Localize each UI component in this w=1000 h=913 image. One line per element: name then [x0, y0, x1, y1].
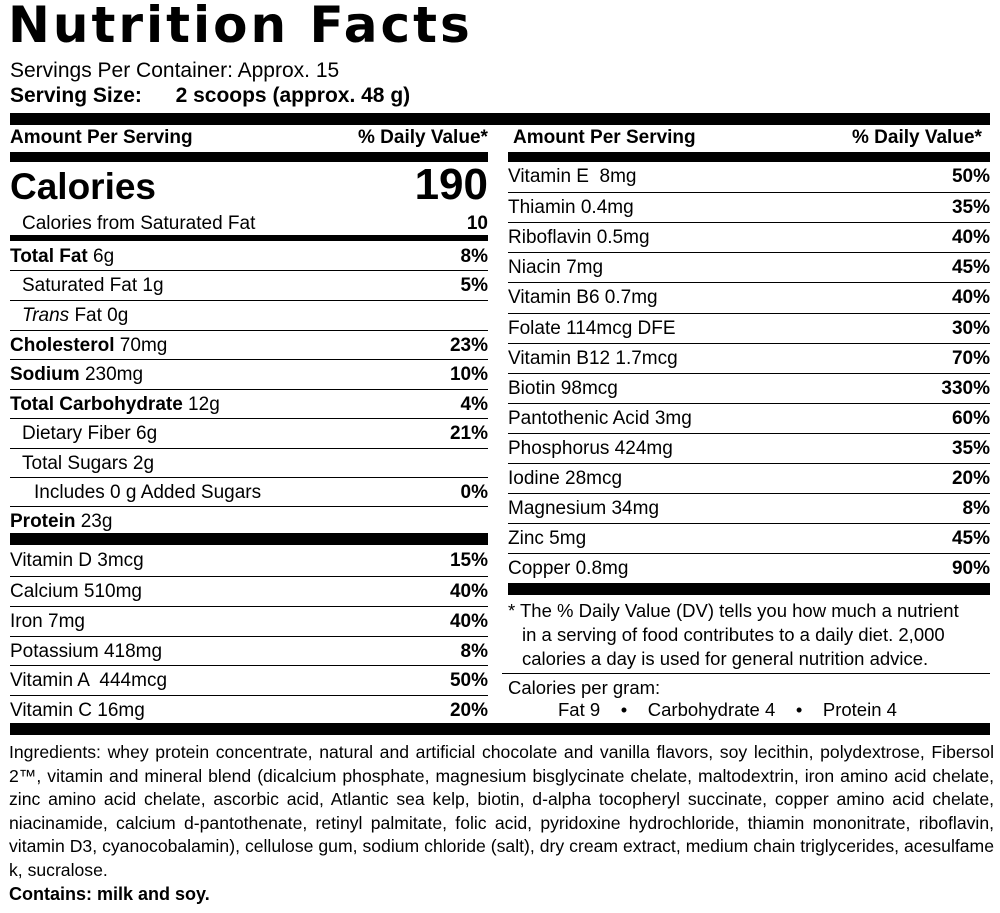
vitamin-daily-value: 50%	[951, 166, 990, 187]
daily-value-footnote-line-3: calories a day is used for general nutrition advice.	[522, 648, 929, 669]
serving-size-value: 2 scoops (approx. 48 g)	[175, 84, 411, 107]
vitamin-name: Phosphorus 424mg	[508, 437, 673, 459]
nutrient-name	[22, 419, 157, 448]
servings-per-container: Servings Per Container: Approx. 15	[10, 59, 340, 82]
nutrient-row	[10, 448, 488, 478]
allergen-statement: Contains: milk and soy.	[9, 884, 210, 904]
nutrient-name	[22, 271, 164, 300]
vitamin-row	[10, 695, 488, 725]
nutrient-label: Fat 0g	[69, 305, 129, 326]
left-daily-value-header: % Daily Value*	[358, 127, 488, 148]
vitamin-name: Vitamin C 16mg	[10, 700, 145, 721]
nutrient-label: Dietary Fiber 6g	[22, 423, 158, 444]
nutrient-row	[10, 477, 488, 507]
nutrient-label: Saturated Fat 1g	[22, 275, 164, 296]
calories-per-gram-label: Calories per gram:	[508, 677, 661, 698]
vitamin-row	[508, 252, 990, 282]
vitamin-row	[508, 162, 990, 191]
nutrient-name	[10, 331, 167, 360]
vitamin-name: Thiamin 0.4mg	[508, 197, 634, 219]
vitamin-name: Vitamin B6 0.7mg	[508, 287, 658, 309]
nutrient-row	[10, 418, 488, 448]
vitamin-row	[508, 192, 990, 222]
nutrient-row	[10, 330, 488, 360]
vitamin-daily-value: 40%	[951, 287, 990, 309]
vitamin-daily-value: 30%	[951, 317, 990, 339]
footnote-divider	[502, 673, 990, 674]
right-amount-header: Amount Per Serving	[513, 127, 696, 148]
vitamin-name: Calcium 510mg	[10, 581, 142, 602]
vitamin-name: Magnesium 34mg	[508, 498, 660, 520]
nutrient-name	[22, 301, 128, 330]
vitamin-name: Iron 7mg	[10, 611, 85, 632]
nutrient-label: Calories from Saturated Fat	[22, 213, 256, 234]
column-divider	[496, 113, 497, 114]
vitamin-row	[10, 665, 488, 695]
nutrient-row	[10, 242, 488, 271]
vitamin-daily-value: 15%	[449, 550, 488, 571]
nutrient-bold-name: Protein	[10, 511, 76, 532]
vitamin-daily-value: 70%	[951, 347, 990, 369]
serving-size	[10, 84, 410, 108]
nutrient-name	[22, 209, 255, 238]
vitamin-daily-value: 40%	[449, 581, 488, 602]
vitamin-daily-value: 20%	[951, 468, 990, 489]
calories-per-gram-values: Fat 9 • Carbohydrate 4 • Protein 4	[558, 699, 897, 720]
nutrient-name	[10, 360, 143, 389]
vitamin-daily-value: 8%	[962, 498, 990, 520]
vitamin-row	[508, 433, 990, 463]
nutrient-daily-value: 23%	[449, 335, 488, 356]
vitamin-row	[508, 282, 990, 312]
vitamin-name: Copper 0.8mg	[508, 558, 629, 580]
vitamin-row	[508, 553, 990, 583]
right-top-bar	[508, 152, 990, 162]
right-daily-value-header: % Daily Value*	[852, 127, 982, 148]
vitamin-name: Vitamin B12 1.7mcg	[508, 347, 678, 369]
calories-row	[10, 160, 488, 210]
left-amount-header: Amount Per Serving	[10, 127, 193, 148]
vitamin-daily-value: 45%	[951, 528, 990, 550]
vitamin-name: Biotin 98mcg	[508, 377, 618, 399]
nutrient-daily-value: 4%	[460, 394, 488, 415]
vitamin-name: Vitamin E 8mg	[508, 166, 637, 187]
vitamin-daily-value: 45%	[951, 257, 990, 279]
calories-value: 190	[414, 160, 488, 209]
vitamin-daily-value: 35%	[951, 437, 990, 459]
nutrient-row	[10, 389, 488, 419]
vitamin-name: Niacin 7mg	[508, 257, 604, 279]
vitamin-name: Vitamin D 3mcg	[10, 550, 144, 571]
vitamin-daily-value: 35%	[951, 197, 990, 219]
vitamin-row	[508, 493, 990, 523]
nutrient-amount: 12g	[182, 394, 220, 415]
daily-value-footnote-line-1: * The % Daily Value (DV) tells you how much a nutrient	[508, 600, 959, 621]
right-copper-bar	[508, 583, 990, 595]
nutrient-name	[34, 478, 261, 507]
vitamin-name: Zinc 5mg	[508, 528, 587, 550]
nutrient-row	[10, 270, 488, 300]
vitamin-row	[10, 636, 488, 666]
vitamin-row	[508, 313, 990, 343]
daily-value-footnote-line-2: in a serving of food contributes to a daily diet. 2,000	[522, 624, 945, 645]
vitamin-name: Pantothenic Acid 3mg	[508, 407, 692, 429]
nutrient-amount: 230mg	[79, 364, 144, 385]
nutrient-italic-prefix: Trans	[22, 305, 70, 326]
vitamin-name: Potassium 418mg	[10, 641, 163, 662]
vitamin-daily-value: 40%	[449, 611, 488, 632]
nutrient-row	[10, 506, 488, 536]
vitamin-daily-value: 20%	[449, 700, 488, 721]
vitamin-daily-value: 90%	[951, 558, 990, 580]
nutrient-row	[10, 209, 488, 238]
vitamin-daily-value: 50%	[449, 670, 488, 691]
nutrient-amount: 23g	[75, 511, 113, 532]
vitamin-name: Folate 114mcg DFE	[508, 317, 676, 339]
vitamin-row	[10, 576, 488, 606]
nutrient-daily-value: 0%	[460, 482, 488, 503]
nutrient-daily-value: 5%	[460, 275, 488, 296]
top-thick-bar	[10, 113, 990, 125]
vitamin-row	[10, 546, 488, 575]
nutrient-name	[10, 390, 220, 419]
vitamin-row	[508, 373, 990, 403]
nutrient-daily-value: 21%	[449, 423, 488, 444]
vitamin-row	[508, 523, 990, 553]
nutrient-name	[10, 507, 112, 536]
nutrient-bold-name: Sodium	[10, 364, 80, 385]
nutrient-name	[10, 242, 114, 271]
nutrient-daily-value: 10	[466, 213, 488, 234]
vitamin-row	[508, 463, 990, 493]
nutrient-bold-name: Total Carbohydrate	[10, 394, 183, 415]
nutrient-name	[22, 449, 154, 478]
label-title: Nutrition Facts	[8, 0, 473, 54]
vitamin-name: Iodine 28mcg	[508, 468, 623, 489]
nutrient-label: Total Sugars 2g	[22, 453, 155, 474]
ingredients-text: Ingredients: whey protein concentrate, natural and artificial chocolate and vanilla flavors, soy lecithin, polydextrose, Fibersol 2™, vitamin and mineral blend (dicalcium phosphate, magnesium bisglycinate chelate, maltodextrin, iron amino acid chelate, zinc amino acid chelate, ascorbic acid, Atlantic sea kelp, biotin, d-alpha tocopheryl succinate, copper amino acid chelate, niacinamide, calcium d-pantothenate, retinyl palmitate, folic acid, pyridoxine hydrochloride, thiamin mononitrate, riboflavin, vitamin D3, cyanocobalamin), cellulose gum, sodium chloride (salt), dry cream extract, medium chain triglycerides, acesulfame k, sucralose.	[9, 742, 994, 880]
vitamin-row	[10, 606, 488, 636]
nutrient-daily-value: 8%	[460, 246, 488, 267]
vitamin-daily-value: 60%	[951, 407, 990, 429]
nutrient-row	[10, 359, 488, 389]
vitamin-row	[508, 222, 990, 252]
vitamin-daily-value: 330%	[941, 377, 990, 399]
vitamin-row	[508, 343, 990, 373]
nutrient-amount: 6g	[87, 246, 115, 267]
nutrient-bold-name: Cholesterol	[10, 335, 115, 356]
nutrient-label: Includes 0 g Added Sugars	[34, 482, 262, 503]
vitamin-row	[508, 403, 990, 433]
nutrient-amount: 70mg	[114, 335, 168, 356]
vitamin-daily-value: 8%	[460, 641, 488, 662]
serving-size-label: Serving Size:	[10, 84, 142, 107]
calories-label: Calories	[10, 166, 157, 207]
nutrient-bold-name: Total Fat	[10, 246, 88, 267]
vitamin-name: Vitamin A 444mcg	[10, 670, 168, 691]
nutrient-row	[10, 300, 488, 330]
nutrient-daily-value: 10%	[449, 364, 488, 385]
vitamin-name: Riboflavin 0.5mg	[508, 227, 650, 249]
vitamin-daily-value: 40%	[951, 227, 990, 249]
